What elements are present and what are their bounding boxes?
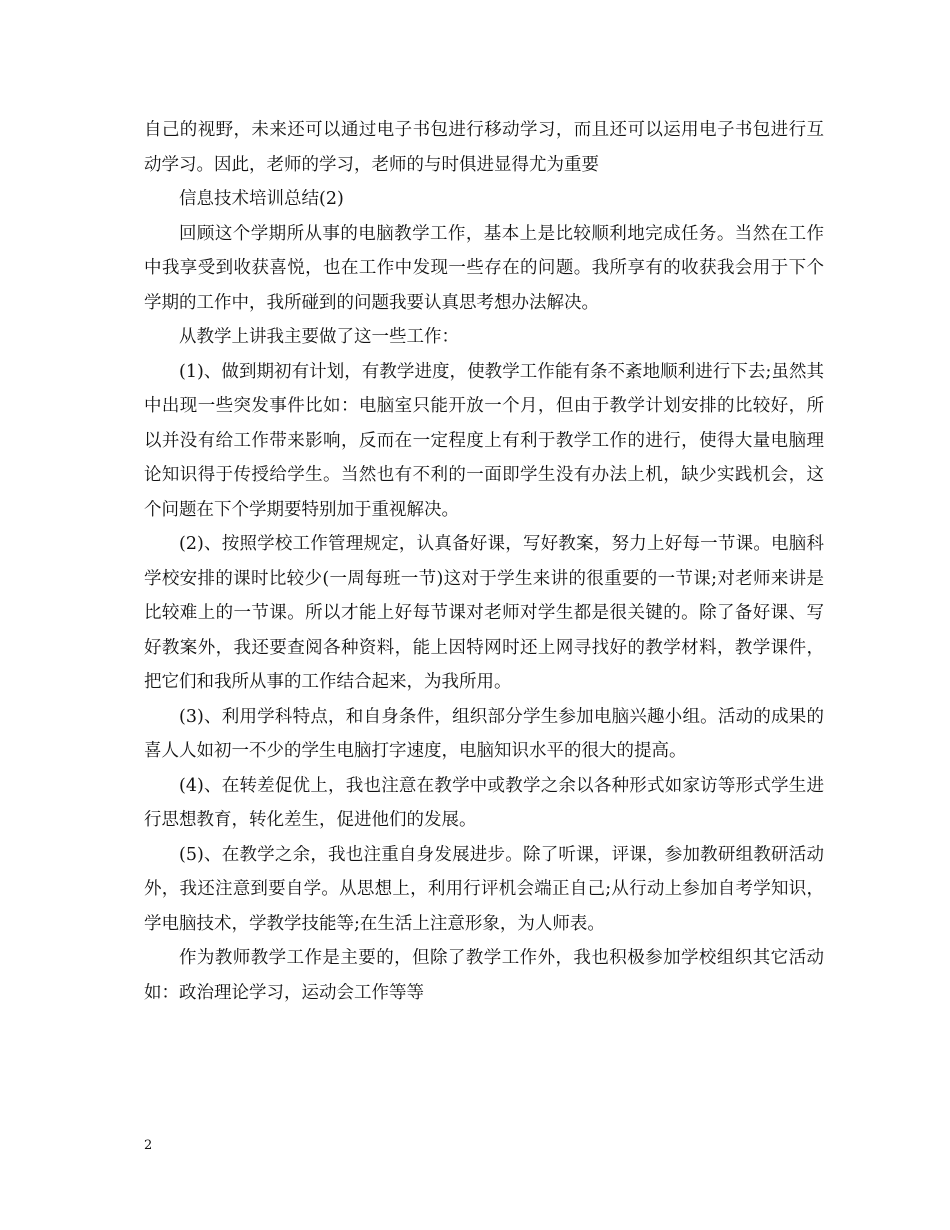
paragraph-item-2: (2)、按照学校工作管理规定，认真备好课，写好教案，努力上好每一节课。电脑科学校安排的课时比较少(一周每班一节)这对于学生来讲的很重要的一节课;对老师来讲是比较难上的一节课。所以才能上好每节课对老师对学生都是很关键的。除了备好课、写好教案外，我还要查阅各种资料，能上因特网时还上网寻找好的教学材料，教学课件，把它们和我所从事的工作结合起来，为我所用。 [144, 534, 824, 692]
paragraph-continuation: 自己的视野，未来还可以通过电子书包进行移动学习，而且还可以运用电子书包进行互动学习。因此，老师的学习，老师的与时俱进显得尤为重要 [144, 120, 824, 175]
page-number: 2 [144, 1138, 153, 1153]
paragraph-item-4: (4)、在转差促优上，我也注意在教学中或教学之余以各种形式如家访等形式学生进行思想教育，转化差生，促进他们的发展。 [144, 775, 824, 830]
paragraph-item-3: (3)、利用学科特点，和自身条件，组织部分学生参加电脑兴趣小组。活动的成果的喜人人如初一不少的学生电脑打字速度，电脑知识水平的很大的提高。 [144, 706, 824, 761]
section-title: 信息技术培训总结(2) [179, 189, 344, 209]
paragraph-review: 回顾这个学期所从事的电脑教学工作，基本上是比较顺利地完成任务。当然在工作中我享受到收获喜悦，也在工作中发现一些存在的问题。我所享有的收获我会用于下个学期的工作中，我所碰到的问题我要认真思考想办法解决。 [144, 223, 824, 313]
paragraph-closing: 作为教师教学工作是主要的，但除了教学工作外，我也积极参加学校组织其它活动如：政治理论学习，运动会工作等等 [144, 948, 824, 1003]
paragraph-work-intro: 从教学上讲我主要做了这一些工作： [179, 327, 459, 347]
document-body [144, 113, 824, 1010]
paragraph-item-1: (1)、做到期初有计划，有教学进度，使教学工作能有条不紊地顺利进行下去;虽然其中出现一些突发事件比如：电脑室只能开放一个月，但由于教学计划安排的比较好，所以并没有给工作带来影响，反而在一定程度上有利于教学工作的进行，使得大量电脑理论知识得于传授给学生。当然也有不利的一面即学生没有办法上机，缺少实践机会，这个问题在下个学期要特别加于重视解决。 [144, 361, 824, 520]
paragraph-item-5: (5)、在教学之余，我也注重自身发展进步。除了听课，评课，参加教研组教研活动外，我还注意到要自学。从思想上，利用行评机会端正自己;从行动上参加自考学知识，学电脑技术，学教学技能等;在生活上注意形象，为人师表。 [144, 844, 824, 934]
